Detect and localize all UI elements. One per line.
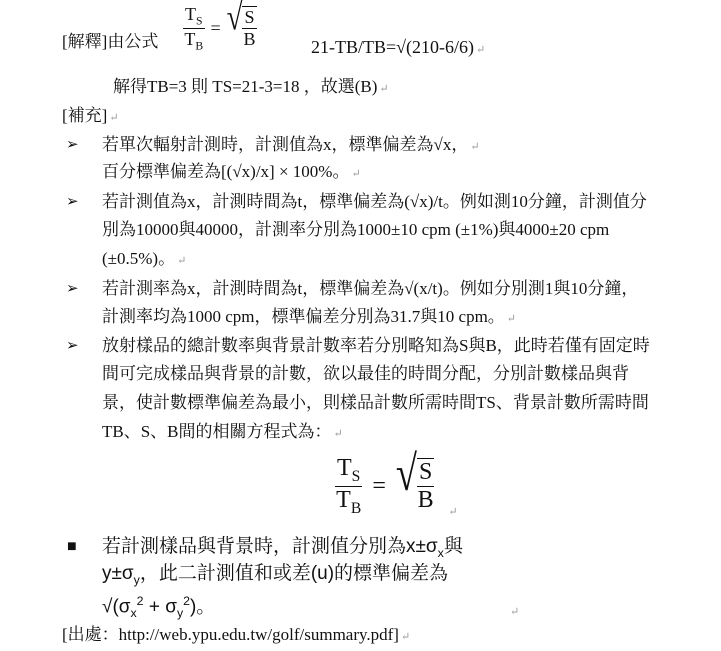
- arrow-bullet-icon: ➢: [66, 194, 79, 210]
- arrow-bullet-icon: ➢: [66, 281, 79, 297]
- explanation-label: [解釋]由公式: [62, 32, 159, 51]
- square-bullet-line: $√(\sigma_x^2 + \sigma_y^2)$。: [102, 594, 216, 621]
- bullet-line: 若計測率為x，計測時間為t，標準偏差為√(x/t)。例如分別測1與10分鐘，: [102, 279, 639, 298]
- bullet-line: 景，使計數標準偏差為最小，則樣品計數所需時間TS、背景計數所需時間: [102, 393, 649, 412]
- bullet-line: 放射樣品的總計數率與背景計數率若分別略知為S與B，此時若僅有固定時: [102, 336, 650, 355]
- bullet-line: 計測率均為1000 cpm，標準偏差分別為31.7與10 cpm。 ↵: [102, 307, 517, 326]
- bullet-line: 若單次輻射計測時，計測值為x，標準偏差為√x， ↵: [102, 135, 480, 154]
- bullet-line: 間可完成樣品與背景的計數，欲以最佳的時間分配，分別計數樣品與背: [102, 364, 629, 383]
- bullet-line: TB、S、B間的相關方程式為： ↵: [102, 422, 343, 441]
- time-ratio-formula: $\frac{T_S}{T_B}$ = √ S B ↵: [336, 447, 458, 518]
- square-bullet-line: 若計測樣品與背景時，計測值分別為$x\pm\sigma_x$與: [102, 536, 463, 560]
- paragraph-mark: ↵: [510, 606, 520, 618]
- bullet-line: (±0.5%)。 ↵: [102, 249, 187, 268]
- bullet-line: 若計測值為x，計測時間為t，標準偏差為(√x)/t。例如測10分鐘，計測值分: [102, 192, 647, 211]
- equation: 21-TB/TB=√(210-6/6) ↵: [311, 37, 486, 57]
- header-formula: $\frac{T_S}{T_B}$ = √ S B: [184, 0, 256, 53]
- bullet-line: 別為10000與40000，計測率分別為1000±10 cpm (±1%)與4000±20 cpm: [102, 220, 610, 239]
- supplement-label: [補充] ↵: [62, 106, 119, 125]
- arrow-bullet-icon: ➢: [66, 338, 79, 354]
- square-bullet-line: $y\pm\sigma_y$，此二計測值和或差(u)的標準偏差為: [102, 563, 449, 587]
- square-bullet-icon: ■: [67, 538, 77, 555]
- bullet-line: 百分標準偏差為[(√x)/x] × 100%。 ↵: [102, 162, 361, 181]
- solution: 解得TB=3 則 TS=21-3=18 ，故選(B) ↵: [113, 77, 389, 96]
- arrow-bullet-icon: ➢: [66, 137, 79, 153]
- source-citation: [出處：http://web.ypu.edu.tw/golf/summary.pdf] ↵: [62, 625, 411, 644]
